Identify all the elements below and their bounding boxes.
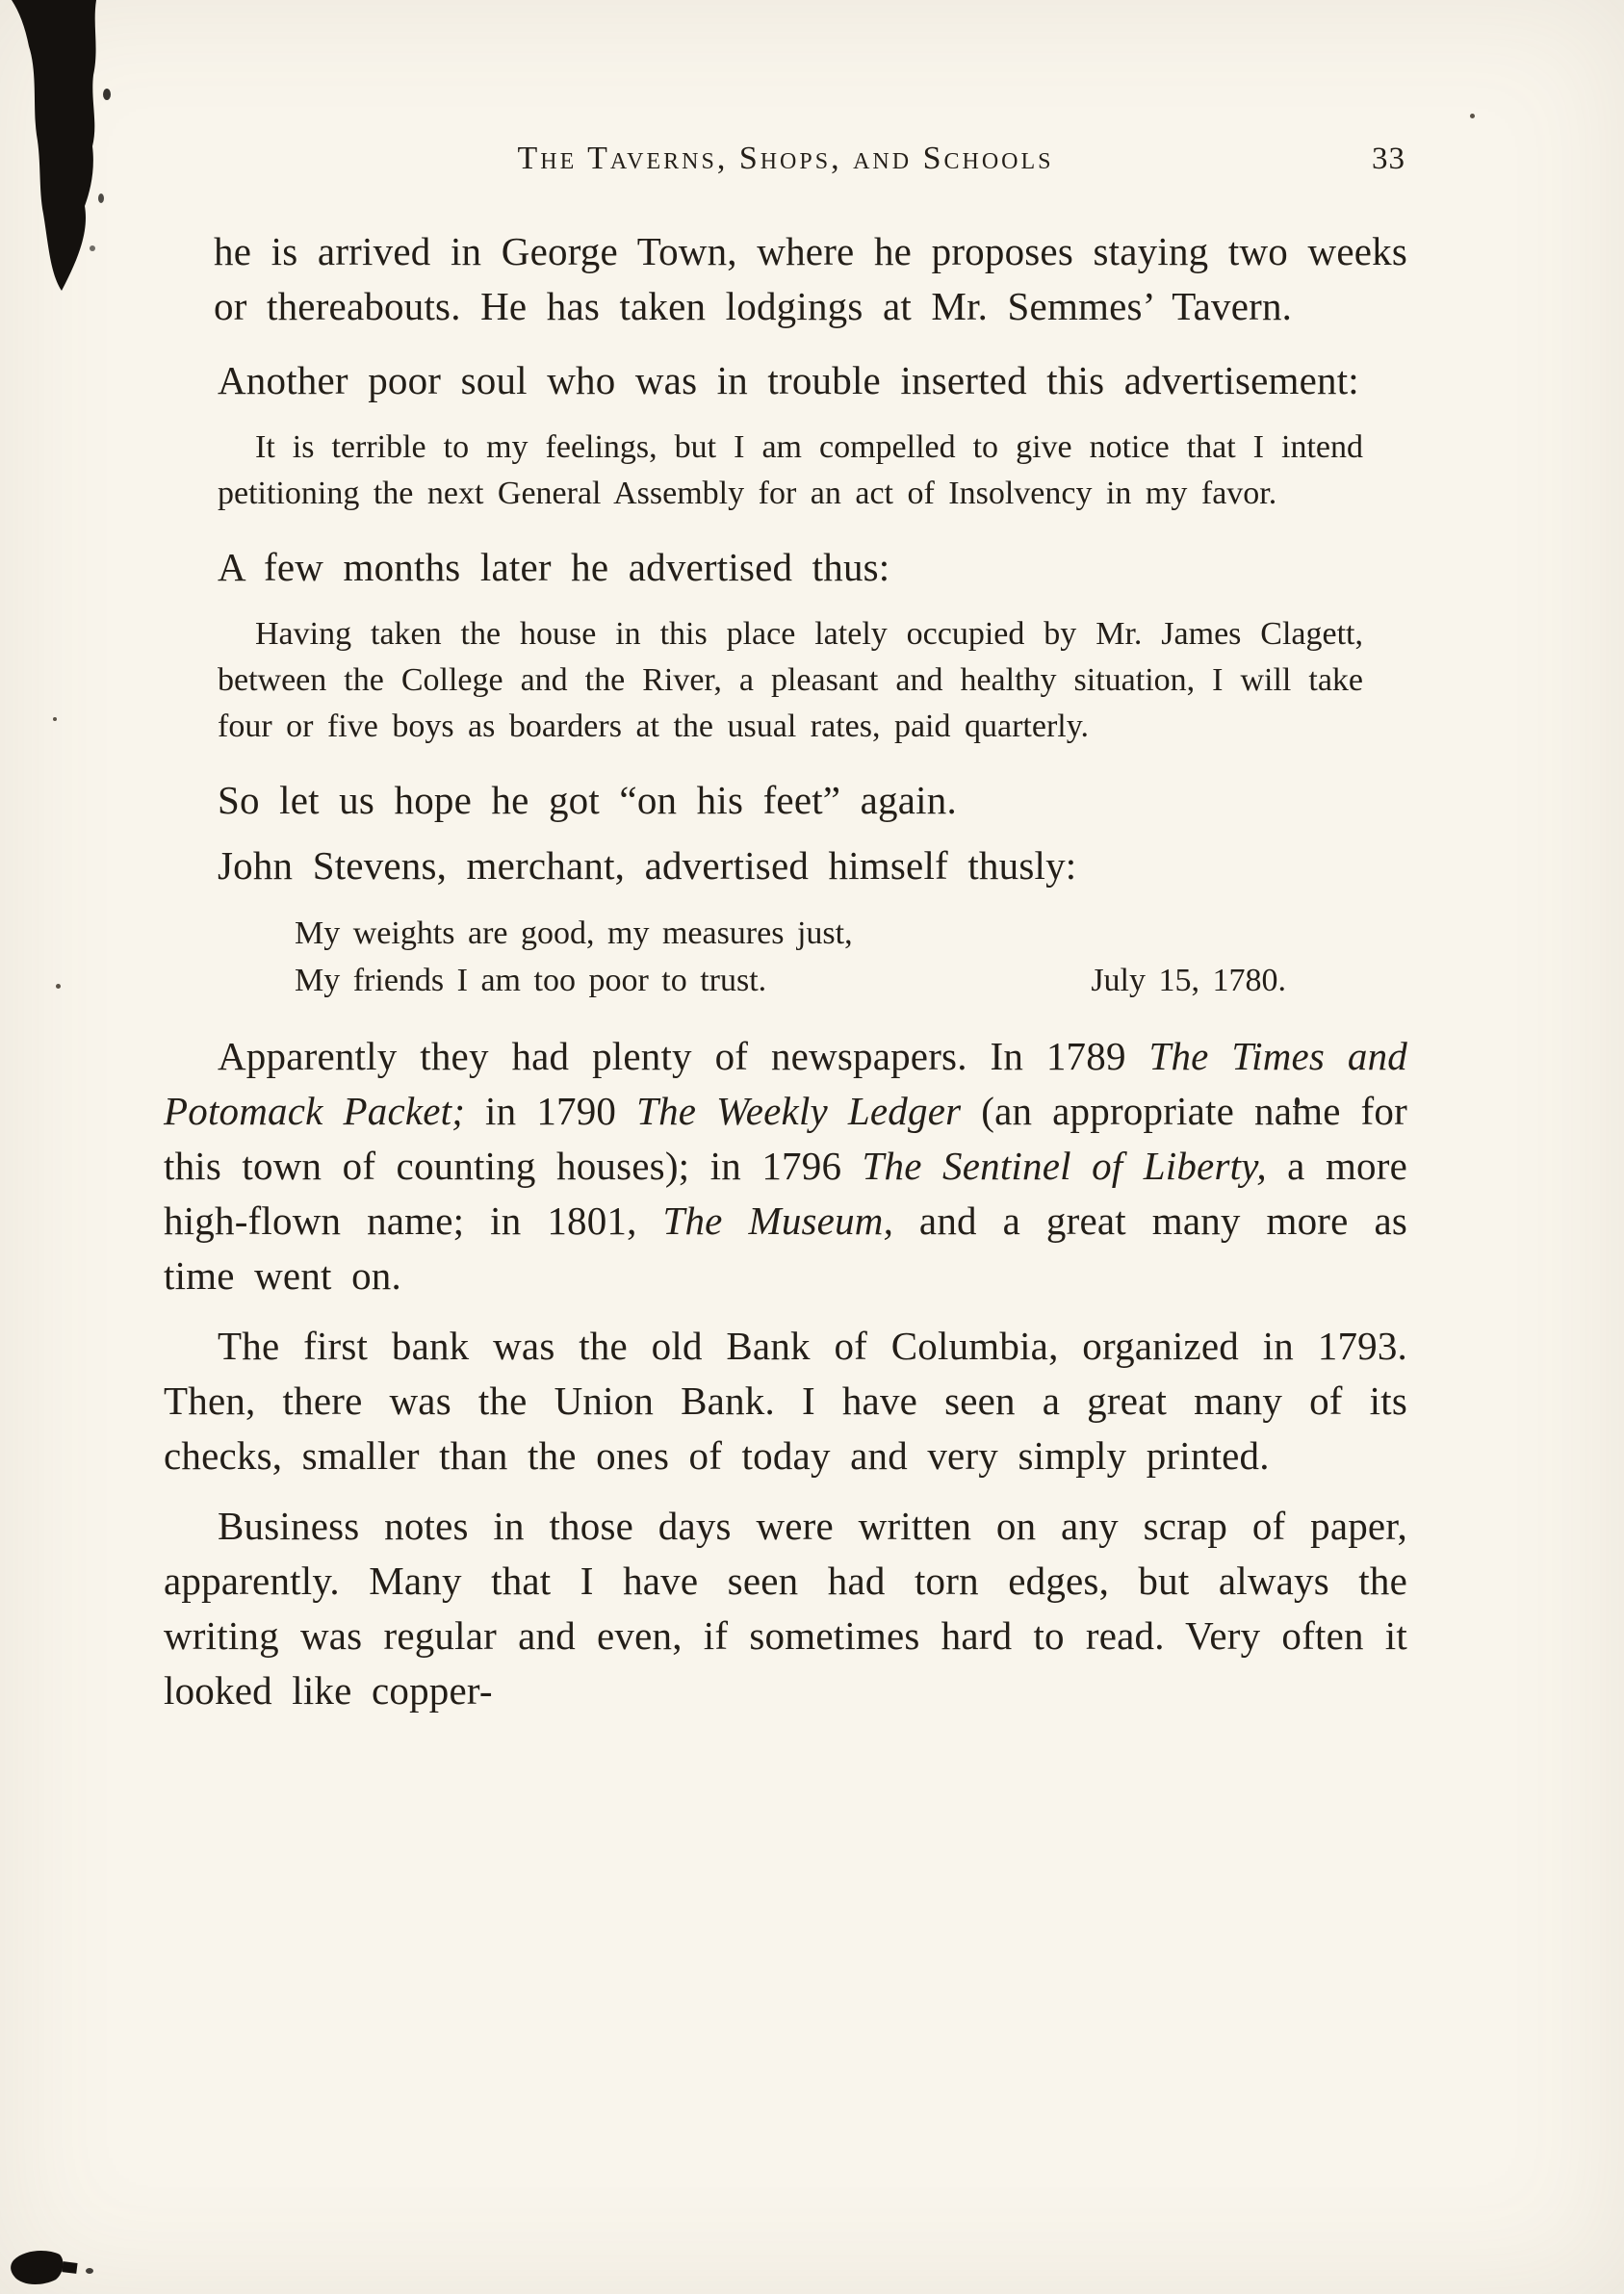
running-header (164, 141, 1407, 183)
newspaper-title: The Museum, (662, 1199, 894, 1243)
scan-speck (56, 984, 61, 989)
blockquote-insolvency-notice: It is terrible to my feelings, but I am compelled to give notice that I intend petitioning the next General Assembly for an act of Insolvency in my favor. (218, 429, 1363, 511)
scan-speck (53, 717, 57, 721)
text-segment: and a great many more as time went on. (164, 1199, 1408, 1298)
verse-line-2-text: My friends I am too poor to trust. (295, 963, 767, 998)
paragraph-newspapers (164, 1029, 1407, 1303)
page-number: 33 (1372, 142, 1405, 176)
text-segment: a more high-flown name; in 1801, (164, 1144, 1407, 1243)
page-content (164, 141, 1407, 1718)
page-header-title: The Taverns, Shops, and Schools (517, 141, 1054, 176)
blockquote-boarders-advertisement: Having taken the house in this place lately occupied by Mr. James Clagett, between the College and the River, a pleasant and healthy situation, I will take four or five boys as boarders at the usual rates, paid quarterly. (218, 616, 1363, 744)
paragraph-john-stevens: John Stevens, merchant, advertised himself thusly: (218, 843, 1077, 888)
paragraph-first-bank: The first bank was the old Bank of Columbia, organized in 1793. Then, there was the Union Bank. I have seen a great many of its checks, smaller than the ones of today and very simply printed. (164, 1324, 1407, 1478)
ink-mark-bottom-left-icon (8, 2245, 114, 2293)
verse-line-2 (295, 957, 1286, 1004)
verse-block (295, 910, 1407, 1004)
scan-speck (1470, 114, 1475, 118)
paragraph-another-poor-soul: Another poor soul who was in trouble inserted this advertisement: (218, 358, 1359, 402)
text-segment: Apparently they had plenty of newspapers. In 1789 (218, 1034, 1149, 1078)
newspaper-title: The Times and Potomack Packet; (164, 1034, 1407, 1133)
ink-blot-top-left-icon (0, 0, 135, 308)
verse-line-1: My weights are good, my measures just, (295, 915, 853, 951)
paragraph-on-his-feet: So let us hope he got “on his feet” again. (218, 778, 957, 822)
text-segment: (an appropriate name for this town of counting houses); in 1796 (164, 1089, 1407, 1188)
newspaper-title: The Sentinel of Liberty, (862, 1144, 1267, 1188)
paragraph-a-few-months-later: A few months later he advertised thus: (218, 545, 890, 589)
paragraph-business-notes: Business notes in those days were written on any scrap of paper, apparently. Many that I have seen had torn edges, but always the writing was regular and even, if sometimes hard to read. Very often it looked like copper- (164, 1504, 1407, 1713)
paragraph-quote-continuation: he is arrived in George Town, where he proposes staying two weeks or thereabouts. He has taken lodgings at Mr. Semmes’ Tavern. (214, 229, 1407, 328)
newspaper-title: The Weekly Ledger (636, 1089, 962, 1133)
verse-date: July 15, 1780. (1091, 963, 1286, 998)
text-segment: in 1790 (465, 1089, 637, 1133)
